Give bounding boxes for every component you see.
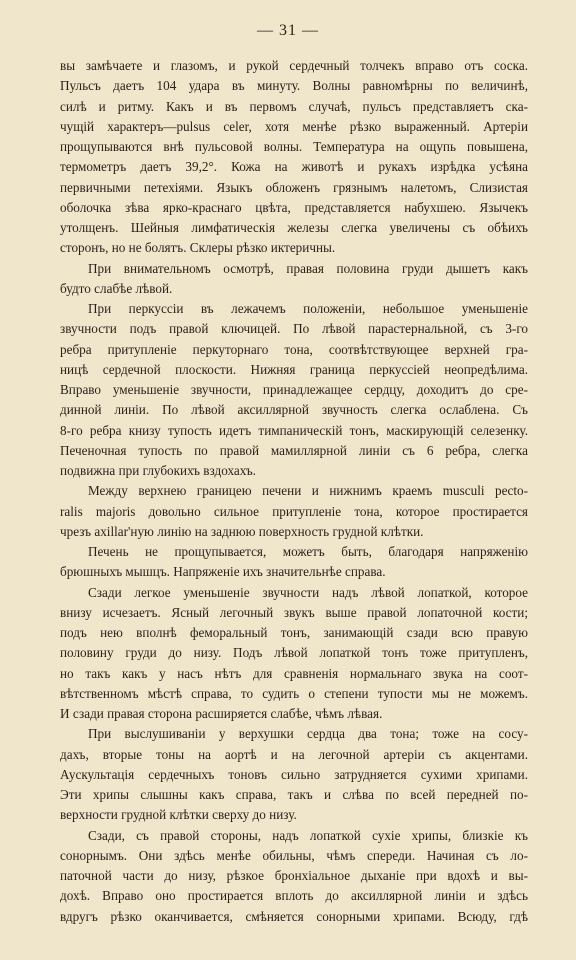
text-line: прощупываются внѣ пульсовой волны. Температура на ощупь повышена, [60, 139, 528, 154]
text-line: силѣ и ритму. Какъ и въ первомъ случаѣ, пульсъ представляетъ ска- [60, 98, 528, 114]
text-line: утолщенъ. Шейныя лимфатическія железы слегка увеличены съ обѣихъ [60, 220, 528, 235]
text-line: термометръ даетъ 39,2°. Кожа на животѣ и рукахъ изрѣдка усѣяна [60, 159, 528, 175]
text-line: верхности грудной клѣтки сверху до низу. [60, 807, 297, 823]
text-line: сонорнымъ. Они здѣсь менѣе обильны, чѣмъ спереди. Начиная съ ло- [60, 847, 528, 863]
text-line: внизу исчезаетъ. Ясный легочный звукъ выше правой лопаточной кости; [60, 604, 528, 620]
text-line: ницѣ сердечной плоскости. Нижняя граница перкуссіей неопредѣлима. [60, 361, 528, 377]
text-line: Между верхнею границею печени и нижнимъ краемъ musculi pecto- [88, 483, 528, 499]
text-line: 8-го ребра книзу тупость идетъ тимпаническій тонъ, маскирующій селезенку. [60, 422, 528, 438]
text-line: сторонъ, но не болятъ. Склеры рѣзко иктеричны. [60, 240, 336, 256]
text-line: Сзади легкое уменьшеніе звучности надъ лѣвой лопаткой, которое [88, 584, 528, 600]
body-text [60, 56, 528, 927]
text-line: подвижна при глубокихъ вздохахъ. [60, 463, 256, 478]
text-line: чущій характеръ—pulsus celer, хотя менѣе рѣзко выраженный. Артеріи [60, 118, 528, 134]
page-number: — 31 — [257, 22, 319, 39]
text-line: подъ нею вполнѣ феморальный тонъ, занимающій сзади всю правую [60, 625, 528, 640]
text-line: паточной части до низу, рѣзкое бронхіальное дыханіе при вдохѣ и вы- [60, 868, 528, 883]
text-line: будто слабѣе лѣвой. [60, 280, 173, 296]
text-line: При перкуссіи въ лежачемъ положеніи, небольшое уменьшеніе [88, 301, 528, 316]
text-line: звучности подъ правой ключицей. По лѣвой парастернальной, съ 3-го [60, 321, 528, 337]
text-line: При выслушиваніи у верхушки сердца два тона; тоже на сосу- [88, 726, 528, 742]
text-line: И сзади правая сторона расширяется слабѣе, чѣмъ лѣвая. [60, 706, 383, 721]
text-line: Печеночная тупость по правой мамиллярной линіи съ 6 ребра, слегка [60, 442, 528, 458]
text-line: первичными петехіями. Языкъ обложенъ грязнымъ налетомъ, Слизистая [60, 179, 528, 195]
text-line: ребра притупленіе перкуторнаго тона, соотвѣтствующее верхней гра- [60, 341, 528, 357]
text-line: но такъ какъ у насъ нѣтъ для сравненія нормальнаго звука на соот- [60, 665, 528, 681]
text-line: вѣтственномъ мѣстѣ справа, то судить о степени тупости мы не можемъ. [60, 685, 528, 701]
text-line: чрезъ axillar'ную линію на заднюю поверхность грудной клѣтки. [60, 523, 424, 539]
text-line: вы замѣчаете и глазомъ, и рукой сердечный толчекъ вправо отъ соска. [60, 58, 528, 73]
text-line: Сзади, съ правой стороны, надъ лопаткой сухіе хрипы, близкіе къ [88, 827, 528, 843]
text-line: Вправо уменьшеніе звучности, принадлежащее сердцу, доходитъ до сре- [60, 382, 528, 397]
text-line: При внимательномъ осмотрѣ, правая половина груди дышетъ какъ [88, 260, 528, 276]
text-line: дохѣ. Вправо оно простирается вплоть до аксиллярной линіи и здѣсь [60, 888, 528, 904]
text-line: половину груди до низу. Подъ лѣвой лопаткой тонъ тоже притупленъ, [60, 645, 528, 661]
text-line: оболочка зѣва ярко-краснаго цвѣта, представляется набухшею. Язычекъ [60, 199, 528, 215]
text-line: Аускультація сердечныхъ тоновъ сильно затрудняется сухими хрипами. [60, 766, 528, 782]
text-line: Пульсъ даетъ 104 удара въ минуту. Волны равномѣрны по величинѣ, [60, 78, 528, 94]
text-line: Печень не прощупывается, можетъ быть, благодаря напряженію [88, 544, 528, 559]
text-line: ralis majoris довольно сильное притупленіе тона, которое простирается [60, 503, 528, 519]
text-line: брюшныхъ мышцъ. Напряженіе ихъ значительнѣе справа. [60, 564, 386, 580]
text-line: динной линіи. По лѣвой аксиллярной звучность слегка ослаблена. Съ [60, 402, 528, 418]
text-line: Эти хрипы слышны какъ справа, такъ и слѣва по всей передней по- [60, 787, 528, 802]
text-line: дахъ, вторые тоны на аортѣ и на легочной артеріи съ акцентами. [60, 746, 528, 762]
text-line: вдругъ рѣзко оканчивается, смѣняется сонорными хрипами. Всюду, гдѣ [60, 908, 528, 924]
